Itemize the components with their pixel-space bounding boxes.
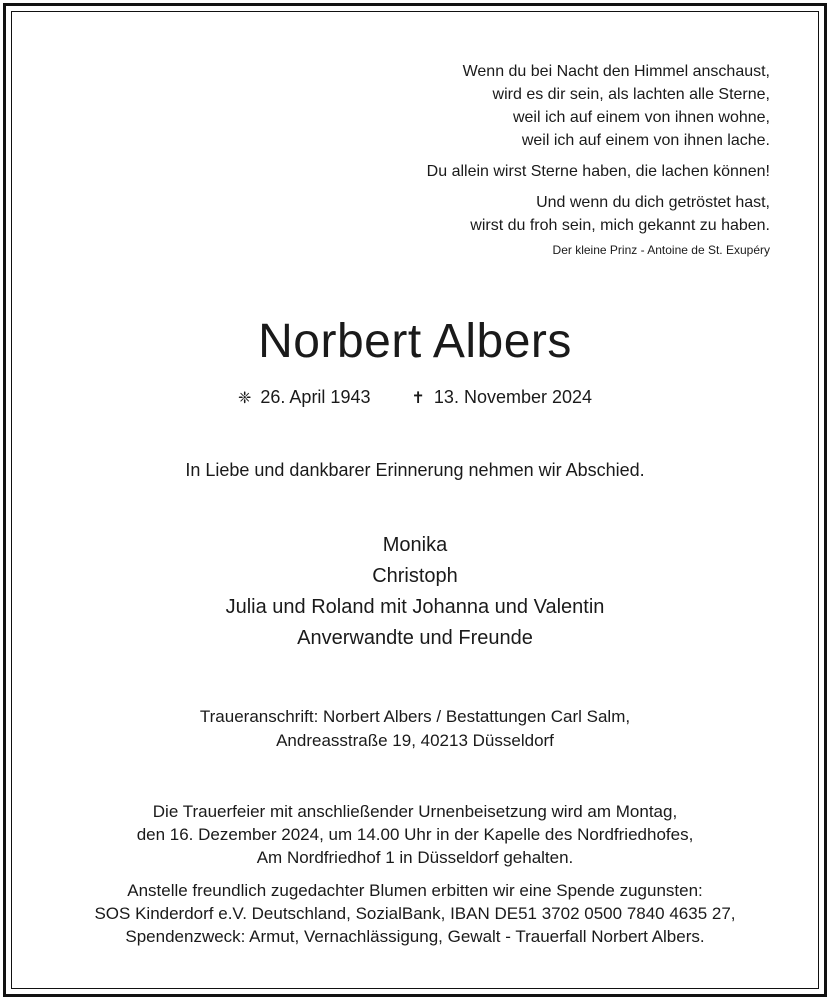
ceremony-line: den 16. Dezember 2024, um 14.00 Uhr in der Kapelle des Nordfriedhofes, — [136, 825, 694, 844]
death-cross-icon: ✝ — [411, 390, 425, 407]
poem-line: weil ich auf einem von ihnen wohne, — [512, 109, 770, 126]
address-line: Traueranschrift: Norbert Albers / Bestattungen Carl Salm, — [199, 707, 631, 726]
poem-stanza-2 — [250, 160, 770, 183]
mourner-name: Julia und Roland mit Johanna und Valentin — [225, 596, 605, 618]
mourner-name: Anverwandte und Freunde — [297, 627, 533, 649]
death-date: 13. November 2024 — [433, 387, 593, 407]
donation-line: Anstelle freundlich zugedachter Blumen erbitten wir eine Spende zugunsten: — [127, 881, 703, 900]
birth-date-group — [238, 384, 371, 412]
life-dates — [0, 384, 830, 412]
birth-date: 26. April 1943 — [260, 387, 371, 407]
ceremony-line: Am Nordfriedhof 1 in Düsseldorf gehalten. — [256, 848, 574, 867]
donation-line: SOS Kinderdorf e.V. Deutschland, SozialBank, IBAN DE51 3702 0500 7840 4635 27, — [94, 904, 736, 923]
poem-stanza-3 — [250, 191, 770, 259]
mourner-name: Christoph — [372, 565, 458, 587]
birth-star-icon: ❈ — [237, 390, 252, 407]
poem-line: Und wenn du dich getröstet hast, — [536, 194, 770, 211]
address-line: Andreasstraße 19, 40213 Düsseldorf — [276, 731, 554, 750]
funeral-ceremony-info — [0, 800, 830, 869]
mourning-address — [0, 705, 830, 753]
poem-line: wirst du froh sein, mich gekannt zu haben. — [470, 217, 770, 234]
poem-quote — [250, 60, 770, 267]
deceased-name: Norbert Albers — [258, 315, 572, 368]
donation-line: Spendenzweck: Armut, Vernachlässigung, Gewalt - Trauerfall Norbert Albers. — [125, 927, 705, 946]
poem-stanza-1 — [250, 60, 770, 152]
mourners-list — [0, 530, 830, 654]
poem-line: Du allein wirst Sterne haben, die lachen können! — [426, 163, 770, 180]
poem-line: weil ich auf einem von ihnen lache. — [521, 132, 770, 149]
poem-line: Wenn du bei Nacht den Himmel anschaust, — [462, 63, 770, 80]
poem-source: Der kleine Prinz - Antoine de St. Exupéry — [552, 243, 770, 257]
farewell-text: In Liebe und dankbarer Erinnerung nehmen wir Abschied. — [185, 460, 645, 480]
ceremony-line: Die Trauerfeier mit anschließender Urnenbeisetzung wird am Montag, — [152, 802, 678, 821]
donation-info — [0, 879, 830, 948]
death-date-group — [412, 384, 593, 412]
mourner-name: Monika — [382, 534, 448, 556]
poem-line: wird es dir sein, als lachten alle Sterne, — [492, 86, 770, 103]
